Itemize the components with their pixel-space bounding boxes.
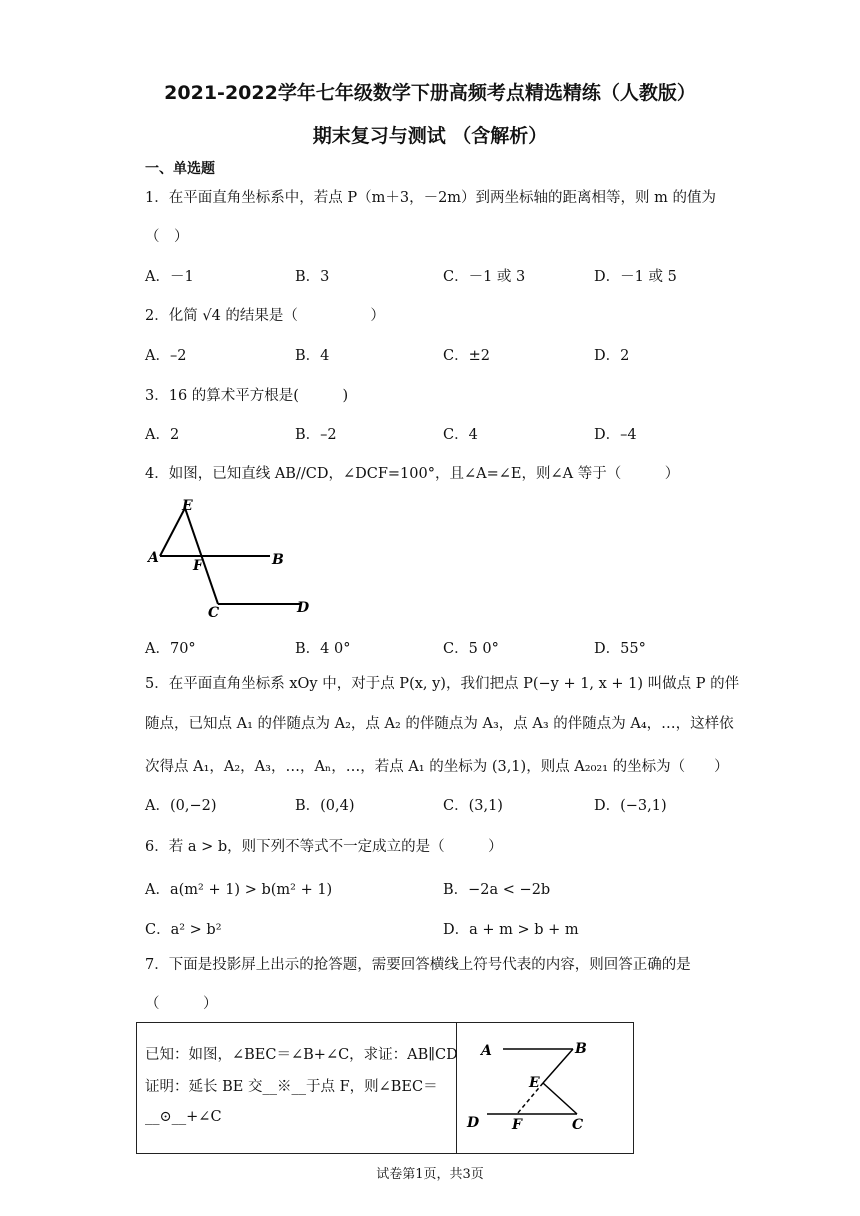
label-f: F [512,1117,522,1133]
question-4-stem: 4．如图，已知直线 AB//CD，∠DCF=100°，且∠A=∠E，则∠A 等于（ ） [145,466,680,482]
page-footer: 试卷第1页，共3页 [376,1167,484,1182]
proof-step: 证明：延长 BE 交__※__于点 F，则∠BEC＝ [145,1079,438,1095]
question-3-stem: 3．16 的算术平方根是( ) [145,388,349,404]
question-1-stem-cont: （ ） [145,229,189,245]
q4-option-c: C．5 0° [443,641,499,657]
q7-figure [457,1023,633,1149]
document-title: 2021-2022学年七年级数学下册高频考点精选精练（人教版） [164,82,696,104]
label-e: E [529,1075,540,1091]
q6-option-d: D．a + m > b + m [443,922,579,938]
question-5-stem-cont1: 随点，已知点 A₁ 的伴随点为 A₂，点 A₂ 的伴随点为 A₃，点 A₃ 的伴随点为 A₄，…，这样依 [145,716,734,732]
q2-option-a: A．–2 [145,348,187,364]
label-b: B [272,552,284,568]
q3-option-d: D．–4 [594,427,637,443]
q1-option-c: C．－1 或 3 [443,269,526,285]
q5-option-c: C．(3,1) [443,798,503,814]
q3-option-b: B．–2 [295,427,337,443]
q5-option-d: D．(−3,1) [594,798,667,814]
q6-option-a: A．a(m² + 1) > b(m² + 1) [145,882,333,898]
proof-given: 已知：如图，∠BEC＝∠B+∠C，求证：AB∥CD [145,1047,458,1063]
line-be [543,1049,573,1083]
q6-option-c: C．a² > b² [145,922,222,938]
label-c: C [208,605,220,621]
question-6-stem: 6．若 a > b，则下列不等式不一定成立的是（ ） [145,839,503,855]
label-f: F [193,558,203,574]
q1-option-d: D．－1 或 5 [594,269,677,285]
q1-option-a: A．－1 [145,269,194,285]
label-b: B [575,1041,587,1057]
proof-figure-cell [457,1023,634,1154]
q1-option-b: B．3 [295,269,330,285]
label-d: D [467,1115,480,1131]
question-7-stem-cont: （ ） [145,996,218,1012]
q4-figure [140,496,340,621]
q2-option-c: C．±2 [443,348,490,364]
proof-box [136,1022,634,1154]
proof-step-cont: __⊙__+∠C [145,1109,222,1125]
label-d: D [297,600,310,616]
q2-option-b: B．4 [295,348,330,364]
label-e: E [182,498,193,514]
question-5-stem: 5．在平面直角坐标系 xOy 中，对于点 P(x, y)，我们把点 P(−y + 1, x + 1) 叫做点 P 的伴 [145,676,740,692]
q4-option-a: A．70° [145,641,196,657]
q3-option-a: A．2 [145,427,180,443]
q4-option-b: B．4 0° [295,641,351,657]
question-5-stem-cont2: 次得点 A₁，A₂，A₃，…，Aₙ，…，若点 A₁ 的坐标为 (3,1)，则点 A₂₀₂₁ 的坐标为（ ） [145,759,729,775]
proof-text-cell [137,1023,457,1154]
label-a: A [148,550,159,566]
question-7-stem: 7．下面是投影屏上出示的抢答题，需要回答横线上符号代表的内容，则回答正确的是 [145,957,691,973]
q2-option-d: D．2 [594,348,630,364]
label-c: C [572,1117,584,1133]
q6-option-b: B．−2a < −2b [443,882,551,898]
q5-option-a: A．(0,−2) [145,798,217,814]
section-heading: 一、单选题 [145,161,215,177]
document-subtitle: 期末复习与测试 （含解析） [312,125,548,147]
q5-option-b: B．(0,4) [295,798,355,814]
line-ea [160,508,185,556]
question-1-stem: 1．在平面直角坐标系中，若点 P（m＋3，－2m）到两坐标轴的距离相等，则 m 的值为 [145,190,717,206]
q3-option-c: C．4 [443,427,478,443]
label-a: A [481,1043,492,1059]
line-ec [543,1083,577,1114]
question-2-stem: 2．化简 √4 的结果是（ ） [145,308,385,324]
q4-option-d: D．55° [594,641,646,657]
